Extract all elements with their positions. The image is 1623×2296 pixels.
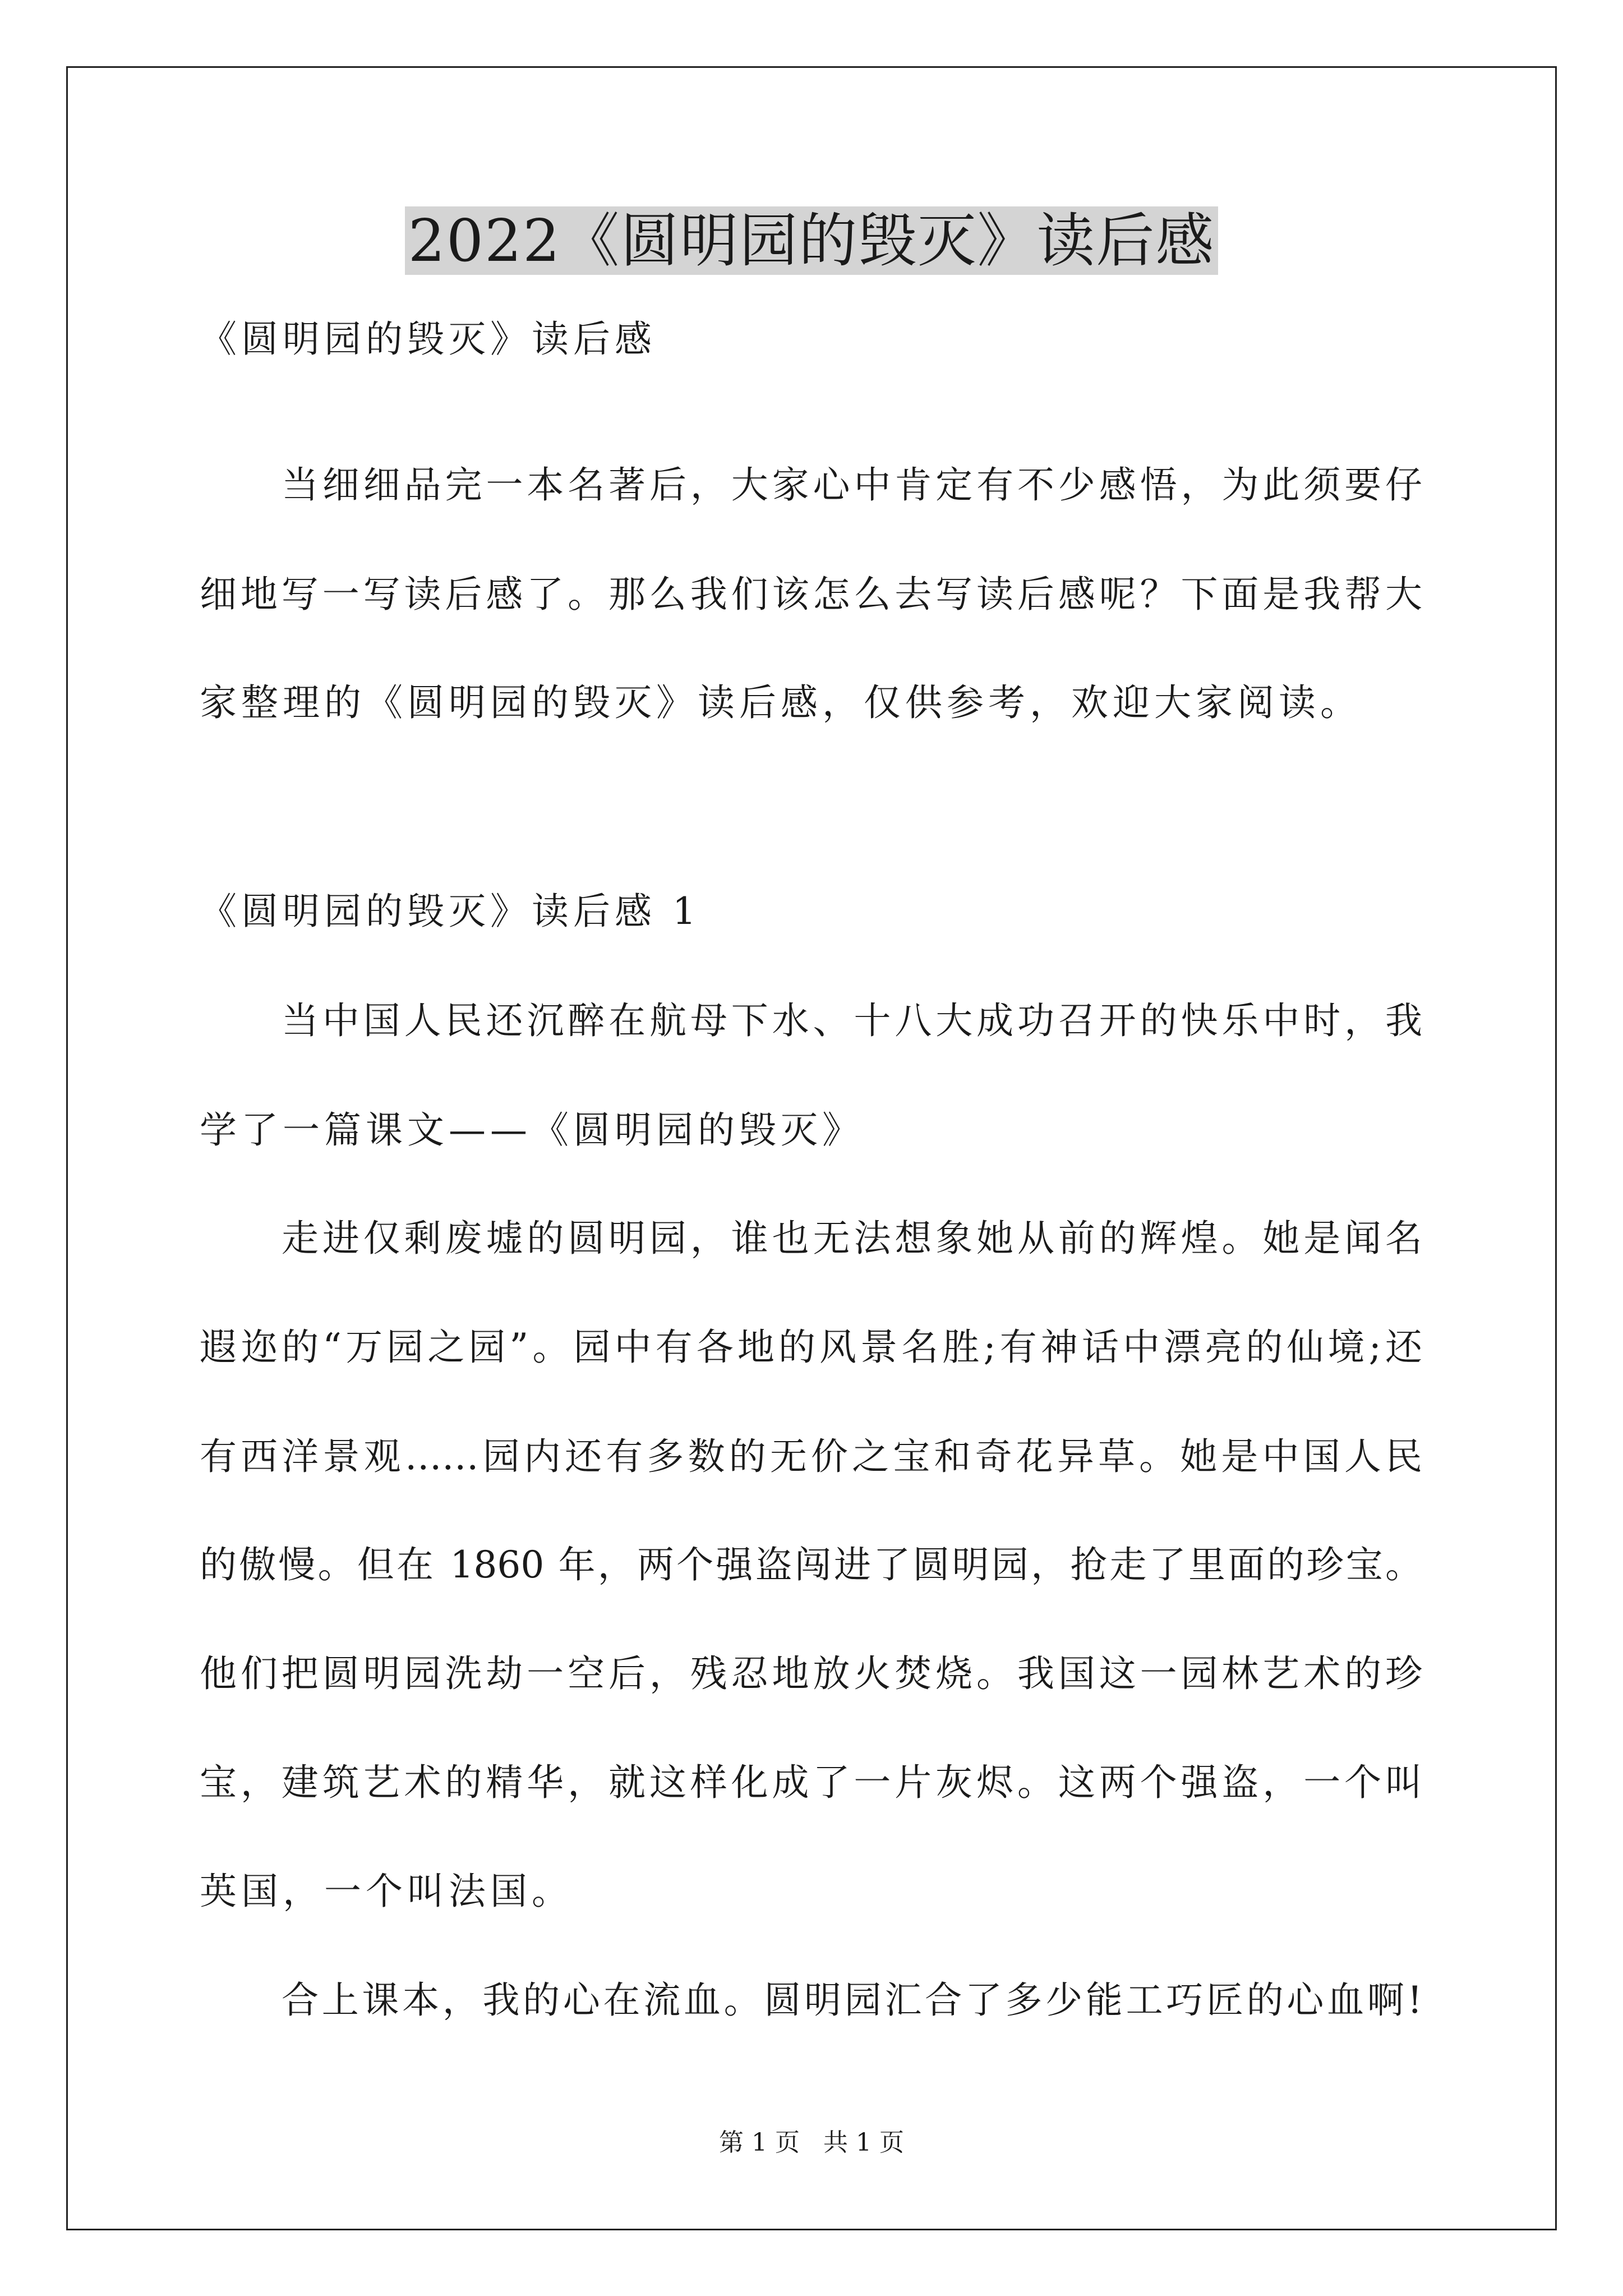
- subtitle-line: 《圆明园的毁灭》读后感: [200, 318, 656, 361]
- body-line: 学了一篇课文——《圆明园的毁灭》: [200, 1108, 864, 1152]
- document-title: [0, 199, 1623, 283]
- body-line: 合上课本，我的心在流血。圆明园汇合了多少能工巧匠的心血啊!: [282, 1978, 1422, 2022]
- body-line: 当细细品完一本名著后，大家心中肯定有不少感悟，为此须要仔: [282, 463, 1422, 507]
- body-line: 细地写一写读后感了。那么我们该怎么去写读后感呢？下面是我帮大: [200, 573, 1422, 616]
- body-line: 当中国人民还沉醉在航母下水、十八大成功召开的快乐中时，我: [282, 999, 1422, 1042]
- body-line: 的傲慢。但在 1860 年，两个强盗闯进了圆明园，抢走了里面的珍宝。: [200, 1543, 1422, 1586]
- body-line: 他们把圆明园洗劫一空后，残忍地放火焚烧。我国这一园林艺术的珍: [200, 1652, 1422, 1695]
- body-line: 宝，建筑艺术的精华，就这样化成了一片灰烬。这两个强盗，一个叫: [200, 1761, 1422, 1804]
- body-line: 家整理的《圆明园的毁灭》读后感，仅供参考，欢迎大家阅读。: [200, 681, 1362, 724]
- section-heading: 《圆明园的毁灭》读后感 1: [200, 890, 700, 933]
- body-line: 有西洋景观……园内还有多数的无价之宝和奇花异草。她是中国人民: [200, 1435, 1422, 1478]
- body-line: 英国，一个叫法国。: [200, 1870, 573, 1913]
- body-line: 走进仅剩废墟的圆明园，谁也无法想象她从前的辉煌。她是闻名: [282, 1217, 1422, 1260]
- page-footer: 第 1 页 共 1 页: [719, 2128, 904, 2157]
- title-text: 2022《圆明园的毁灭》读后感: [405, 206, 1219, 275]
- body-line: 遐迩的“万园之园”。园中有各地的风景名胜;有神话中漂亮的仙境;还: [200, 1326, 1422, 1369]
